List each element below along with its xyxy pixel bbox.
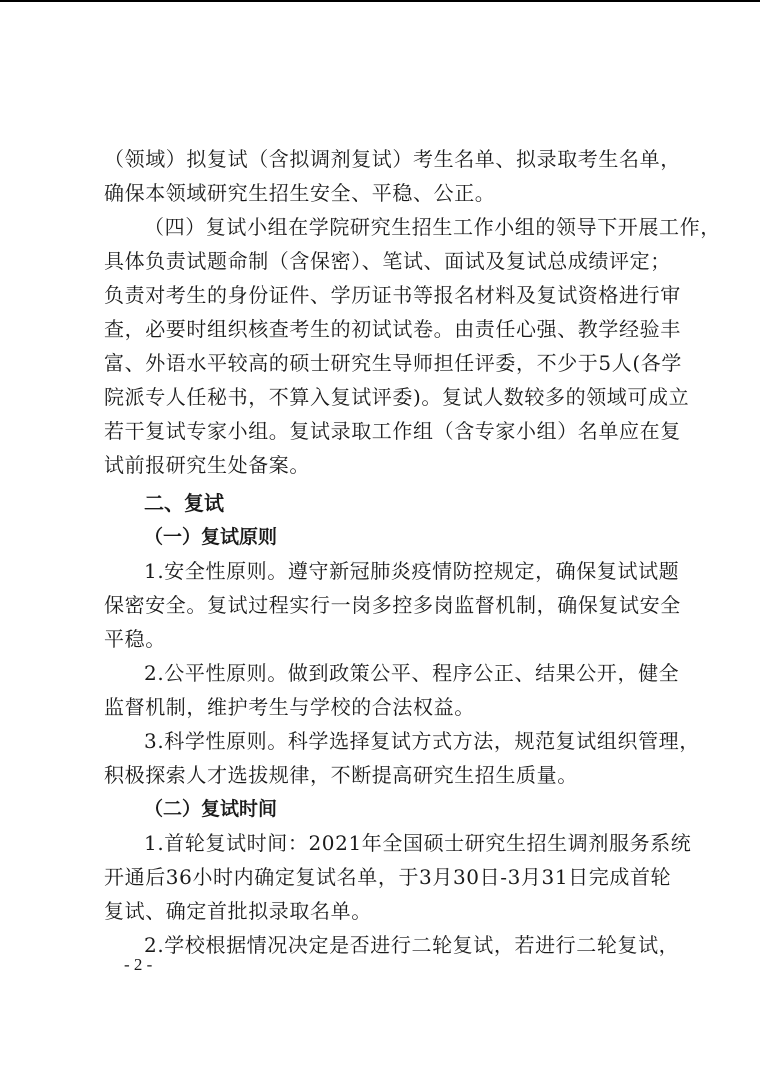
page-number: - 2 - bbox=[124, 955, 153, 974]
text-line: 查，必要时组织核查考生的初试试卷。由责任心强、教学经验丰 bbox=[104, 317, 681, 341]
text-line: 保密安全。复试过程实行一岗多控多岗监督机制，确保复试安全 bbox=[104, 593, 681, 617]
section-heading: 二、复试 bbox=[144, 491, 224, 515]
text-line: 试前报研究生处备案。 bbox=[104, 453, 310, 477]
text-line: 复试、确定首批拟录取名单。 bbox=[104, 899, 372, 923]
text-line: 监督机制，维护考生与学校的合法权益。 bbox=[104, 695, 475, 719]
text-line: （领域）拟复试（含拟调剂复试）考生名单、拟录取考生名单， bbox=[104, 147, 681, 171]
text-line: 院派专人任秘书，不算入复试评委)。复试人数较多的领域可成立 bbox=[104, 385, 690, 409]
text-line: 2.学校根据情况决定是否进行二轮复试，若进行二轮复试， bbox=[144, 933, 680, 957]
text-line: 开通后36小时内确定复试名单，于3月30日-3月31日完成首轮 bbox=[104, 865, 672, 889]
text-line: 若干复试专家小组。复试录取工作组（含专家小组）名单应在复 bbox=[104, 419, 681, 443]
text-line: （四）复试小组在学院研究生招生工作小组的领导下开展工作， bbox=[144, 215, 721, 239]
text-line: 积极探索人才选拔规律，不断提高研究生招生质量。 bbox=[104, 763, 578, 787]
document-page bbox=[104, 142, 721, 962]
text-line: 平稳。 bbox=[104, 627, 166, 651]
header-rule bbox=[0, 0, 760, 2]
text-line: 1.首轮复试时间：2021年全国硕士研究生招生调剂服务系统 bbox=[144, 831, 692, 855]
text-line: 富、外语水平较高的硕士研究生导师担任评委，不少于5人(各学 bbox=[104, 351, 682, 375]
text-line: 2.公平性原则。做到政策公平、程序公正、结果公开，健全 bbox=[144, 661, 680, 685]
text-line: 负责对考生的身份证件、学历证书等报名材料及复试资格进行审 bbox=[104, 283, 681, 307]
text-line: 具体负责试题命制（含保密）、笔试、面试及复试总成绩评定； bbox=[104, 249, 671, 273]
subsection-heading: （一）复试原则 bbox=[144, 526, 278, 548]
text-line: 3.科学性原则。科学选择复试方式方法，规范复试组织管理， bbox=[144, 729, 700, 753]
text-line: 确保本领域研究生招生安全、平稳、公正。 bbox=[104, 181, 496, 205]
text-line: 1.安全性原则。遵守新冠肺炎疫情防控规定，确保复试试题 bbox=[144, 559, 680, 583]
subsection-heading: （二）复试时间 bbox=[144, 798, 278, 820]
